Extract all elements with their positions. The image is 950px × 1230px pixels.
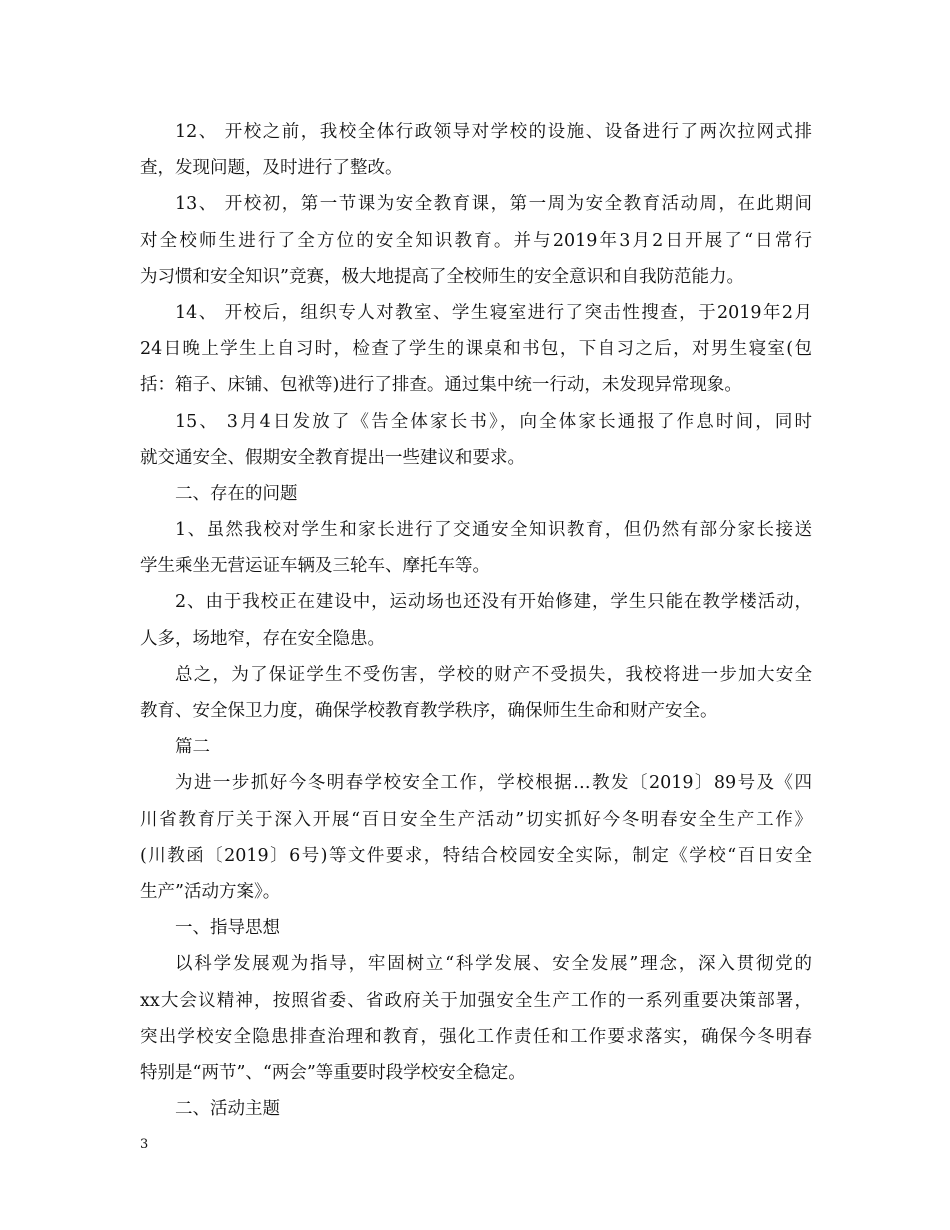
text-line: 查，发现问题，及时进行了整改。 [140,158,403,179]
text-line: 为习惯和安全知识”竞赛，极大地提高了全校师生的安全意识和自我防范能力。 [140,266,744,287]
document-body [140,114,812,1127]
text-line: 1、虽然我校对学生和家长进行了交通安全知识教育，但仍然有部分家长接送 [175,520,812,541]
text-line: 为进一步抓好今冬明春学校安全工作，学校根据…教发〔2019〕89号及《四 [175,773,812,794]
text-line: 篇二 [175,737,210,758]
text-line: 总之，为了保证学生不受伤害，学校的财产不受损失，我校将进一步加大安全 [175,664,812,685]
text-line: 就交通安全、假期安全教育提出一些建议和要求。 [140,447,525,468]
text-line: 二、存在的问题 [175,483,298,504]
text-line: xx大会议精神，按照省委、省政府关于加强安全生产工作的一系列重要决策部署， [140,990,812,1011]
text-line: 二、活动主题 [175,1099,280,1120]
text-line: 24日晚上学生上自习时，检查了学生的课桌和书包，下自习之后，对男生寝室(包 [140,339,812,360]
text-line: 一、指导思想 [175,918,280,939]
text-line: 对全校师生进行了全方位的安全知识教育。并与2019年3月2日开展了“日常行 [140,230,812,251]
text-line: 突出学校安全隐患排查治理和教育，强化工作责任和工作要求落实，确保今冬明春 [140,1026,812,1047]
text-line: 川省教育厅关于深入开展“百日安全生产活动”切实抓好今冬明春安全生产工作》 [140,809,812,830]
text-line: 人多，场地窄，存在安全隐患。 [140,628,385,649]
text-line: 教育、安全保卫力度，确保学校教育教学秩序，确保师生生命和财产安全。 [140,701,718,721]
text-line: 13、 开校初，第一节课为安全教育课，第一周为安全教育活动周，在此期间 [175,194,812,215]
text-line: 2、由于我校正在建设中，运动场也还没有开始修建，学生只能在教学楼活动， [175,592,812,613]
text-line: 以科学发展观为指导，牢固树立“科学发展、安全发展”理念，深入贯彻党的 [175,954,812,975]
page-number: 3 [140,1137,149,1152]
text-line: 括：箱子、床铺、包袱等)进行了排查。通过集中统一行动，未发现异常现象。 [140,375,742,396]
text-line: 学生乘坐无营运证车辆及三轮车、摩托车等。 [140,556,490,577]
text-line: 特别是“两节”、“两会”等重要时段学校安全稳定。 [140,1062,526,1083]
text-line: 14、 开校后，组织专人对教室、学生寝室进行了突击性搜查，于2019年2月 [175,302,812,323]
text-line: (川教函〔2019〕6号)等文件要求，特结合校园安全实际，制定《学校“百日安全 [140,845,812,866]
text-line: 生产”活动方案》。 [140,881,281,902]
text-line: 12、 开校之前，我校全体行政领导对学校的设施、设备进行了两次拉网式排 [175,122,812,142]
text-line: 15、 3月4日发放了《告全体家长书》，向全体家长通报了作息时间，同时 [175,411,812,432]
